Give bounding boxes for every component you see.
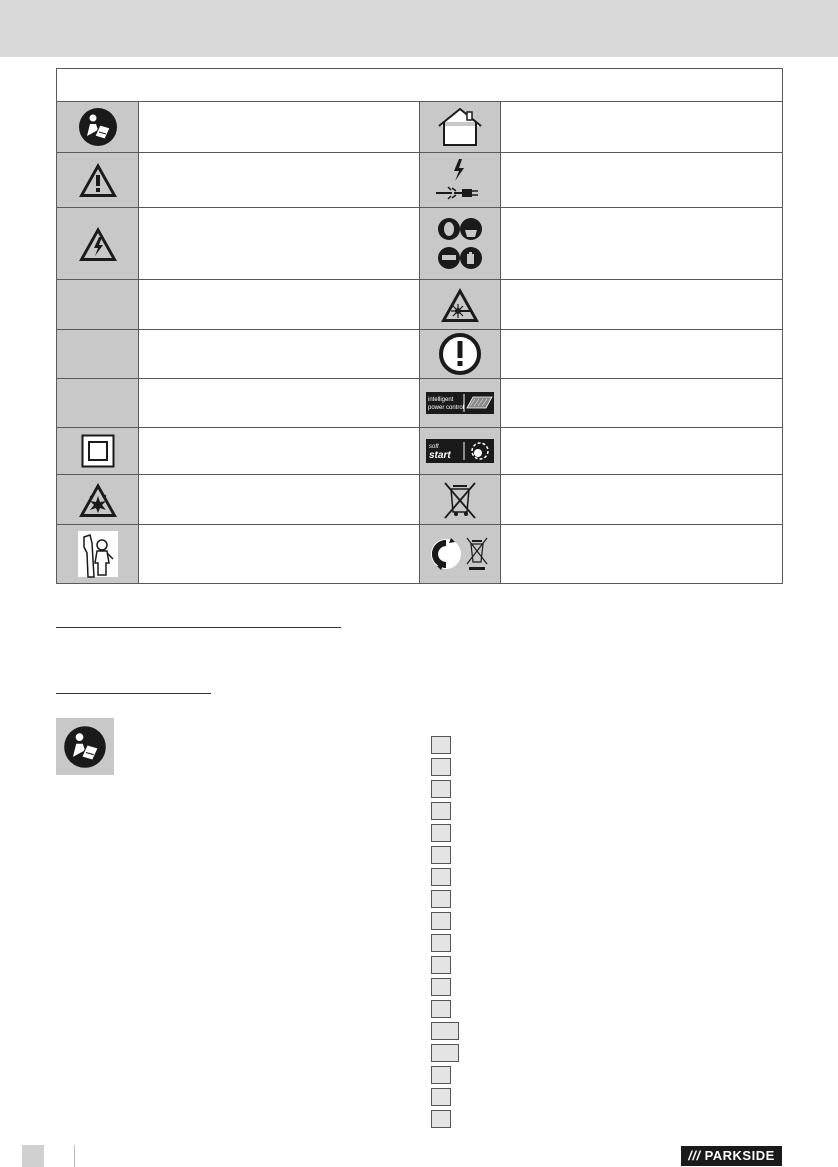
weee-bin-icon xyxy=(442,480,478,520)
indoor-use-icon xyxy=(435,106,485,148)
symbol-text xyxy=(501,330,782,378)
symbol-text xyxy=(501,475,782,524)
symbol-text xyxy=(501,208,782,279)
explosion-hazard-icon xyxy=(76,480,120,520)
symbol-table-header xyxy=(57,69,782,102)
part-number-box xyxy=(431,736,451,754)
part-number-box xyxy=(431,1088,451,1106)
part-number-box xyxy=(431,1000,451,1018)
symbol-cell xyxy=(420,475,501,524)
part-number-box xyxy=(431,758,451,776)
protective-equipment-icon xyxy=(436,214,484,274)
symbol-cell xyxy=(420,428,501,474)
badge-text-2: power control xyxy=(428,405,465,411)
read-manual-icon xyxy=(77,106,119,148)
symbol-cell xyxy=(57,153,139,207)
symbol-cell xyxy=(57,525,139,583)
part-number-box xyxy=(431,802,451,820)
keep-children-away-icon xyxy=(76,529,120,579)
symbol-text xyxy=(501,525,782,583)
symbol-table xyxy=(56,68,783,584)
laser-warning-icon xyxy=(438,285,482,325)
part-number-box xyxy=(431,868,451,886)
symbol-text xyxy=(139,280,420,329)
read-manual-panel xyxy=(56,718,114,775)
symbol-text xyxy=(501,102,782,152)
symbol-text xyxy=(139,428,420,474)
part-number-box xyxy=(431,1044,459,1062)
symbol-cell xyxy=(420,525,501,583)
symbol-cell xyxy=(57,475,139,524)
symbol-text xyxy=(501,153,782,207)
symbol-cell xyxy=(420,379,501,427)
warning-triangle-icon xyxy=(76,160,120,200)
logo-brand: PARKSIDE xyxy=(704,1148,775,1163)
part-number-box xyxy=(431,1066,451,1084)
badge-text-3: soft xyxy=(429,444,439,450)
logo-slashes: /// xyxy=(688,1148,701,1163)
symbol-text xyxy=(139,525,420,583)
attention-icon xyxy=(438,332,482,376)
part-number-box xyxy=(431,978,451,996)
part-number-box xyxy=(431,956,451,974)
symbol-cell xyxy=(57,379,139,427)
section-heading-rule xyxy=(56,627,341,628)
symbol-cell xyxy=(420,280,501,329)
part-number-box xyxy=(431,1022,459,1040)
footer-divider xyxy=(74,1145,75,1167)
symbol-text xyxy=(139,102,420,152)
symbol-cell xyxy=(420,330,501,378)
symbol-cell xyxy=(420,153,501,207)
symbol-cell xyxy=(57,428,139,474)
part-number-box xyxy=(431,846,451,864)
parkside-logo xyxy=(681,1146,782,1166)
symbol-cell xyxy=(57,330,139,378)
intelligent-power-control-icon xyxy=(426,392,494,414)
symbol-text xyxy=(139,475,420,524)
symbol-cell xyxy=(57,280,139,329)
part-number-box xyxy=(431,824,451,842)
protection-class-ii-icon xyxy=(81,434,115,468)
part-number-box xyxy=(431,912,451,930)
unplug-damaged-cable-icon xyxy=(434,157,486,203)
part-number-box xyxy=(431,890,451,908)
symbol-text xyxy=(501,428,782,474)
electric-shock-warning-icon xyxy=(76,224,120,264)
symbol-text xyxy=(139,330,420,378)
part-number-box xyxy=(431,780,451,798)
part-number-box xyxy=(431,934,451,952)
symbol-cell xyxy=(420,208,501,279)
symbol-text xyxy=(139,153,420,207)
symbol-text xyxy=(501,280,782,329)
soft-start-icon xyxy=(426,439,494,463)
green-dot-and-bin-icon xyxy=(429,532,491,576)
page-number-box xyxy=(22,1145,44,1167)
symbol-cell xyxy=(420,102,501,152)
header-bar xyxy=(0,0,838,57)
symbol-text xyxy=(139,208,420,279)
badge-text-1: intelligent xyxy=(428,397,454,403)
part-number-box xyxy=(431,1110,451,1128)
subsection-heading-rule xyxy=(56,693,211,694)
badge-text-4: start xyxy=(429,450,451,461)
symbol-cell xyxy=(57,208,139,279)
read-manual-icon xyxy=(62,724,108,770)
symbol-text xyxy=(139,379,420,427)
symbol-text xyxy=(501,379,782,427)
symbol-cell xyxy=(57,102,139,152)
